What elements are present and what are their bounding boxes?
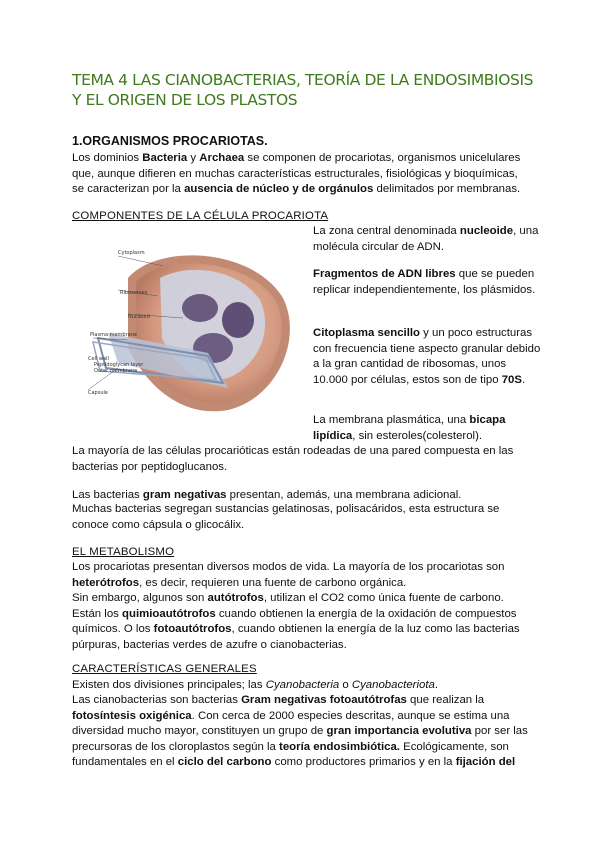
text-nucleoide: La zona central denominada nucleoide, una molécula circular de ADN. bbox=[313, 225, 539, 253]
label-nucleoid: Nucleoid bbox=[128, 314, 150, 320]
text-membrana-plasmatica: La membrana plasmática, una bicapa lipídica, sin esteroles(colesterol). bbox=[313, 414, 506, 442]
text-metabolismo-1: Los procariotas presentan diversos modos de vida. La mayoría de los procariotas son heterótrofos, es decir, requieren una fuente de carbono orgánica. bbox=[72, 561, 505, 589]
label-plasma-membrane: Plasma membrane bbox=[90, 332, 137, 338]
paragraph-dominios: Los dominios Bacteria y Archaea se componen de procariotas, organismos unicelulares que, aunque difieren en muchas características estructurales, fisiológicas y bioquímicas, se caracterizan por la ausencia de núcleo y de orgánulos delimitados por membranas. bbox=[72, 152, 521, 195]
label-cytoplasm: Cytoplasm bbox=[118, 250, 145, 256]
text-adn-libres: Fragmentos de ADN libres que se pueden replicar independientemente, los plásmidos. bbox=[313, 268, 536, 296]
section-heading-componentes: COMPONENTES DE LA CÉLULA PROCARIOTA bbox=[72, 210, 329, 222]
text-capsula: Muchas bacterias segregan sustancias gelatinosas, polisacáridos, esta estructura se conoce como cápsula o glicocálix. bbox=[72, 503, 500, 531]
text-divisiones: Existen dos divisiones principales; las Cyanobacteria o Cyanobacteriota. bbox=[72, 679, 438, 691]
label-peptidoglycan: Peptidoglycan layer bbox=[94, 362, 144, 368]
text-citoplasma: Citoplasma sencillo y un poco estructuras con frecuencia tiene aspecto granular debido a la gran cantidad de ribosomas, unos 10.000 por células, estos son de tipo 70S. bbox=[313, 327, 541, 386]
label-cell-wall: Cell wall bbox=[88, 356, 109, 362]
page-title: TEMA 4 LAS CIANOBACTERIAS, TEORÍA DE LA ENDOSIMBIOSIS Y EL ORIGEN DE LOS PLASTOS bbox=[72, 71, 534, 109]
text-gram-negativas: Las bacterias gram negativas presentan, además, una membrana adicional. bbox=[72, 489, 462, 501]
section-heading-caracteristicas: CARACTERÍSTICAS GENERALES bbox=[72, 663, 257, 675]
section-heading-organismos: 1.ORGANISMOS PROCARIOTAS. bbox=[72, 134, 268, 148]
label-capsule: Capsule bbox=[88, 390, 108, 396]
text-pared-celular: La mayoría de las células procarióticas están rodeadas de una pared compuesta en las bacterias por peptidoglucanos. bbox=[72, 445, 514, 473]
label-outer-membrane: Outer membrane bbox=[94, 368, 138, 374]
label-ribosomes: Ribosomes bbox=[120, 290, 148, 296]
text-metabolismo-2: Sin embargo, algunos son autótrofos, utilizan el CO2 como única fuente de carbono. Están los quimioautótrofos cuando obtienen la energía de la oxidación de compuestos químicos. O los fotoautótrofos, cuando obtienen la energía de la luz como las bacterias púrpuras, bacterias verdes de azufre o cianobacterias. bbox=[72, 592, 520, 651]
prokaryotic-cell-illustration bbox=[88, 238, 298, 413]
section-heading-metabolismo: EL METABOLISMO bbox=[72, 546, 175, 558]
text-cianobacterias: Las cianobacterias son bacterias Gram negativas fotoautótrofas que realizan la fotosíntesis oxigénica. Con cerca de 2000 especies descritas, aunque se estima una diversidad mucho mayor, constituyen un grupo de gran importancia evolutiva por ser las precursoras de los cloroplastos según la teoría endosimbiótica. Ecológicamente, son fundamentales en el ciclo del carbono como productores primarios y en la fijación del bbox=[72, 694, 528, 768]
